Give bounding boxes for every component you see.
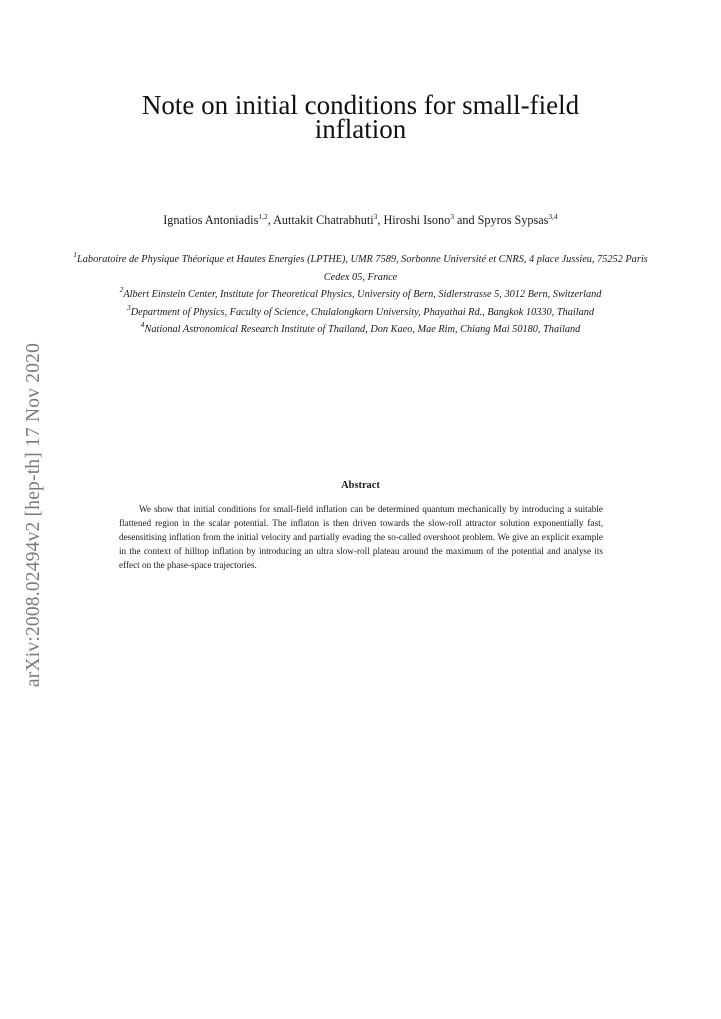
abstract-heading: Abstract	[341, 480, 380, 491]
author-affiliation-mark: 1,2	[258, 212, 268, 221]
author-separator: ,	[267, 213, 274, 227]
affiliation-text: Albert Einstein Center, Institute for Theoretical Physics, University of Bern, Sidlerstrasse 5, 3012 Bern, Switzerland	[123, 289, 602, 301]
paper-title	[90, 90, 631, 144]
author-separator: and	[453, 213, 478, 227]
author-separator: ,	[377, 213, 384, 227]
author-affiliation-mark: 3	[450, 212, 454, 221]
author-name: Ignatios Antoniadis	[163, 213, 259, 227]
affiliation-text: Laboratoire de Physique Théorique et Hautes Energies (LPTHE), UMR 7589, Sorbonne Université et CNRS, 4 place Jussieu, 75252 Paris Cedex 05, France	[77, 254, 648, 283]
affiliation-mark: 3	[126, 302, 131, 312]
affiliation-item	[70, 251, 651, 286]
title-line-2: inflation	[314, 114, 407, 144]
affiliation-mark: 4	[140, 320, 145, 330]
author-name: Auttakit Chatrabhuti	[273, 213, 374, 227]
affiliation-item	[70, 321, 651, 339]
author-list	[60, 212, 661, 228]
affiliation-text: Department of Physics, Faculty of Science, Chulalongkorn University, Phayathai Rd., Bangkok 10330, Thailand	[130, 306, 595, 318]
author-affiliation-mark: 3	[373, 212, 378, 221]
affiliation-item	[70, 286, 651, 304]
affiliation-list	[70, 251, 651, 339]
affiliation-mark: 1	[73, 250, 78, 259]
affiliation-text: National Astronomical Research Institute of Thailand, Don Kaeo, Mae Rim, Chiang Mai 50180, Thailand	[144, 324, 581, 336]
abstract-body: We show that initial conditions for small-field inflation can be determined quantum mechanically by introducing a suitable flattened region in the scalar potential. The inflaton is then driven towards the slow-roll attractor solution exponentially fast, desensitising inflation from the initial velocity and partially evading the so-called overshoot problem. We give an explicit example in the context of hilltop inflation by introducing an ultra slow-roll plateau around the maximum of the potential and analyse its effect on the phase-space trajectories.	[119, 504, 603, 570]
author-affiliation-mark: 3,4	[548, 212, 558, 221]
author-name: Spyros Sypsas	[477, 213, 549, 227]
arxiv-identifier-stamp: arXiv:2008.02494v2 [hep-th] 17 Nov 2020	[23, 342, 44, 688]
affiliation-item	[70, 304, 651, 322]
author-name: Hiroshi Isono	[383, 213, 451, 227]
title-line-1: Note on initial conditions for small-field	[141, 90, 580, 120]
affiliation-mark: 2	[119, 285, 124, 295]
